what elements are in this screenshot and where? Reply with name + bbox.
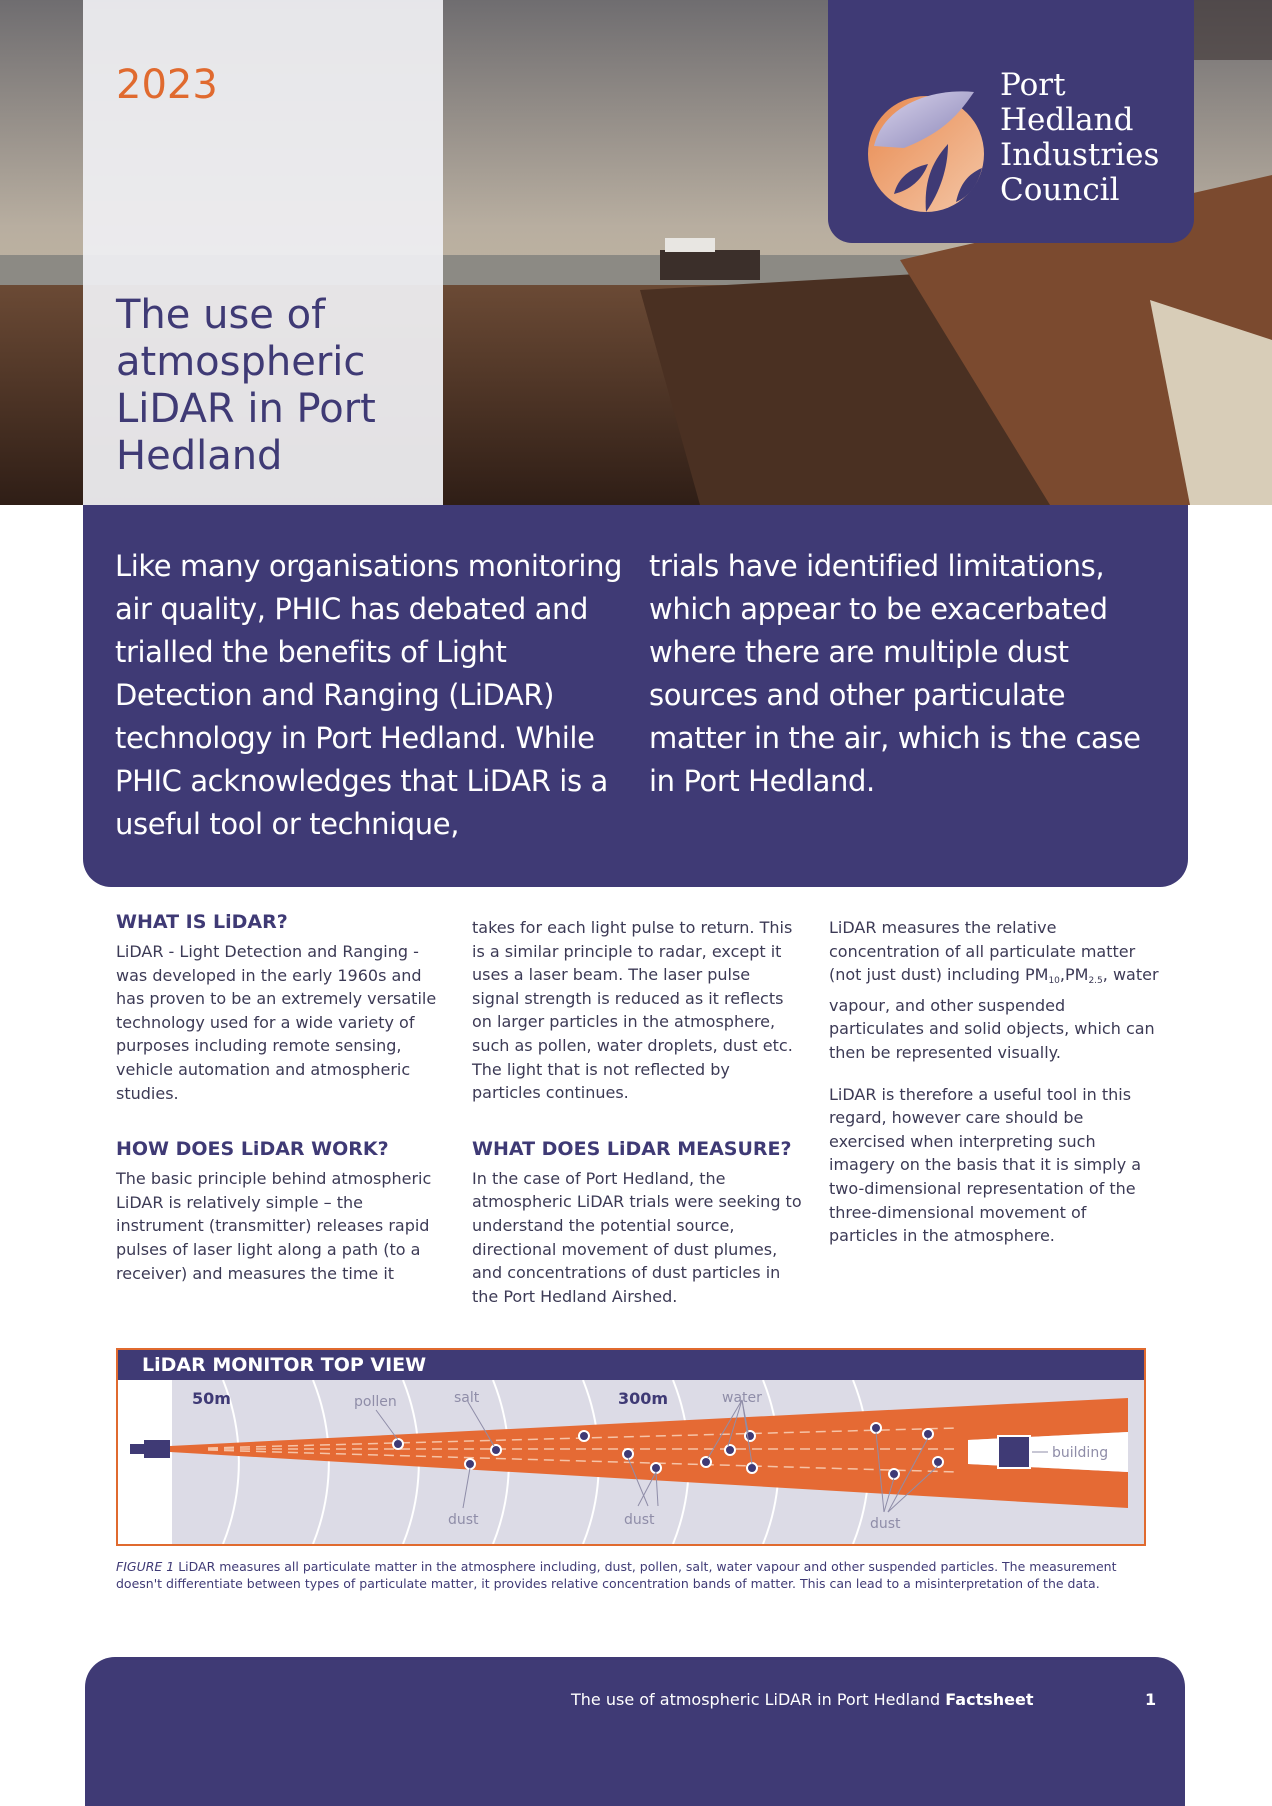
- particle-pollen: [393, 1439, 403, 1449]
- body-column-1: [116, 910, 446, 1303]
- intro-text-col1: Like many organisations monitoring air quality, PHIC has debated and trialled the benefits of Light Detection and Ranging (LiDAR) technology in Port Hedland. While PHIC acknowledges that LiDAR is a useful tool or technique,: [115, 549, 623, 841]
- section-body-measures: LiDAR measures the relative concentration of all particulate matter (not just dust) including $PM_{10},PM_{2.5}$, water vapour, and other suspended particulates and solid objects, which can then be represented visually.: [829, 918, 1159, 1062]
- diagram-header: [118, 1350, 1144, 1380]
- section-heading-what-is: WHAT IS LiDAR?: [116, 911, 288, 933]
- particle: [933, 1457, 943, 1467]
- intro-panel: [83, 505, 1188, 887]
- logo-wordmark: Port Hedland Industries Council: [1000, 67, 1160, 208]
- particle: [747, 1463, 757, 1473]
- particle: [579, 1431, 589, 1441]
- page-title: The use of atmospheric LiDAR in Port Hedland: [116, 292, 376, 479]
- section-body-measure: In the case of Port Hedland, the atmospheric LiDAR trials were seeking to understand the potential source, directional movement of dust plumes, and concentrations of dust particles in the Port Hedland Airshed.: [472, 1168, 802, 1306]
- particle: [623, 1449, 633, 1459]
- label-salt: salt: [454, 1390, 480, 1406]
- particle: [745, 1431, 755, 1441]
- section-body-what-is: LiDAR - Light Detection and Ranging - was developed in the early 1960s and has proven to be an extremely versatile technology used for a wide variety of purposes including remote sensing, vehicle automation and atmospheric studies.: [116, 942, 437, 1103]
- body-column-2: [472, 916, 802, 1326]
- label-300m: 300m: [618, 1389, 669, 1408]
- lidar-diagram: [116, 1348, 1146, 1546]
- particle: [701, 1457, 711, 1467]
- section-heading-measure: WHAT DOES LiDAR MEASURE?: [472, 1137, 792, 1160]
- footer-title: The use of atmospheric LiDAR in Port Hedland Factsheet: [571, 1690, 1034, 1709]
- section-body-how-cont: takes for each light pulse to return. This is a similar principle to radar, except it uses a laser beam. The laser pulse signal strength is reduced as it reflects on larger particles in the atmosphere, such as pollen, water droplets, dust etc. The light that is not reflected by particles continues.: [472, 918, 793, 1103]
- particle: [889, 1469, 899, 1479]
- label-pollen: pollen: [354, 1394, 397, 1410]
- section-heading-how: HOW DOES LiDAR WORK?: [116, 1138, 389, 1161]
- label-water: water: [722, 1390, 762, 1406]
- particle: [651, 1463, 661, 1473]
- page-number: 1: [1145, 1690, 1157, 1709]
- phic-logo-icon: [864, 84, 996, 216]
- particle: [923, 1429, 933, 1439]
- phic-logo: [828, 0, 1194, 243]
- label-building: building: [1052, 1445, 1109, 1461]
- label-dust-3: dust: [870, 1516, 901, 1532]
- label-dust-2: dust: [624, 1512, 655, 1528]
- lidar-top-view: [118, 1380, 1144, 1544]
- particle-salt: [491, 1445, 501, 1455]
- body-column-3: [829, 916, 1159, 1266]
- label-dust-1: dust: [448, 1512, 479, 1528]
- particle: [871, 1423, 881, 1433]
- particle-dust: [465, 1459, 475, 1469]
- section-body-how: The basic principle behind atmospheric LiDAR is relatively simple – the instrument (transmitter) releases rapid pulses of laser light along a path (to a receiver) and measures the time it: [116, 1169, 432, 1283]
- footer-bar: [85, 1657, 1185, 1806]
- label-50m: 50m: [192, 1389, 231, 1408]
- figure-caption: FIGURE 1 LiDAR measures all particulate matter in the atmosphere including, dust, pollen, salt, water vapour and other suspended particles. The measurement doesn't differentiate between types of particulate matter, it provides relative concentration bands of matter. This can lead to a misinterpretation of the data.: [116, 1559, 1117, 1591]
- diagram-title: LiDAR MONITOR TOP VIEW: [142, 1354, 427, 1376]
- section-body-caution: LiDAR is therefore a useful tool in this regard, however care should be exercised when interpreting such imagery on the basis that it is simply a two-dimensional representation of the three-dimensional movement of particles in the atmosphere.: [829, 1084, 1142, 1246]
- particle: [725, 1445, 735, 1455]
- intro-text-col2: trials have identified limitations, which appear to be exacerbated where there are multiple dust sources and other particulate matter in the air, which is the case in Port Hedland.: [649, 549, 1141, 798]
- transmitter-icon: [130, 1444, 144, 1454]
- year-label: 2023: [116, 62, 218, 108]
- building-icon: [998, 1436, 1030, 1468]
